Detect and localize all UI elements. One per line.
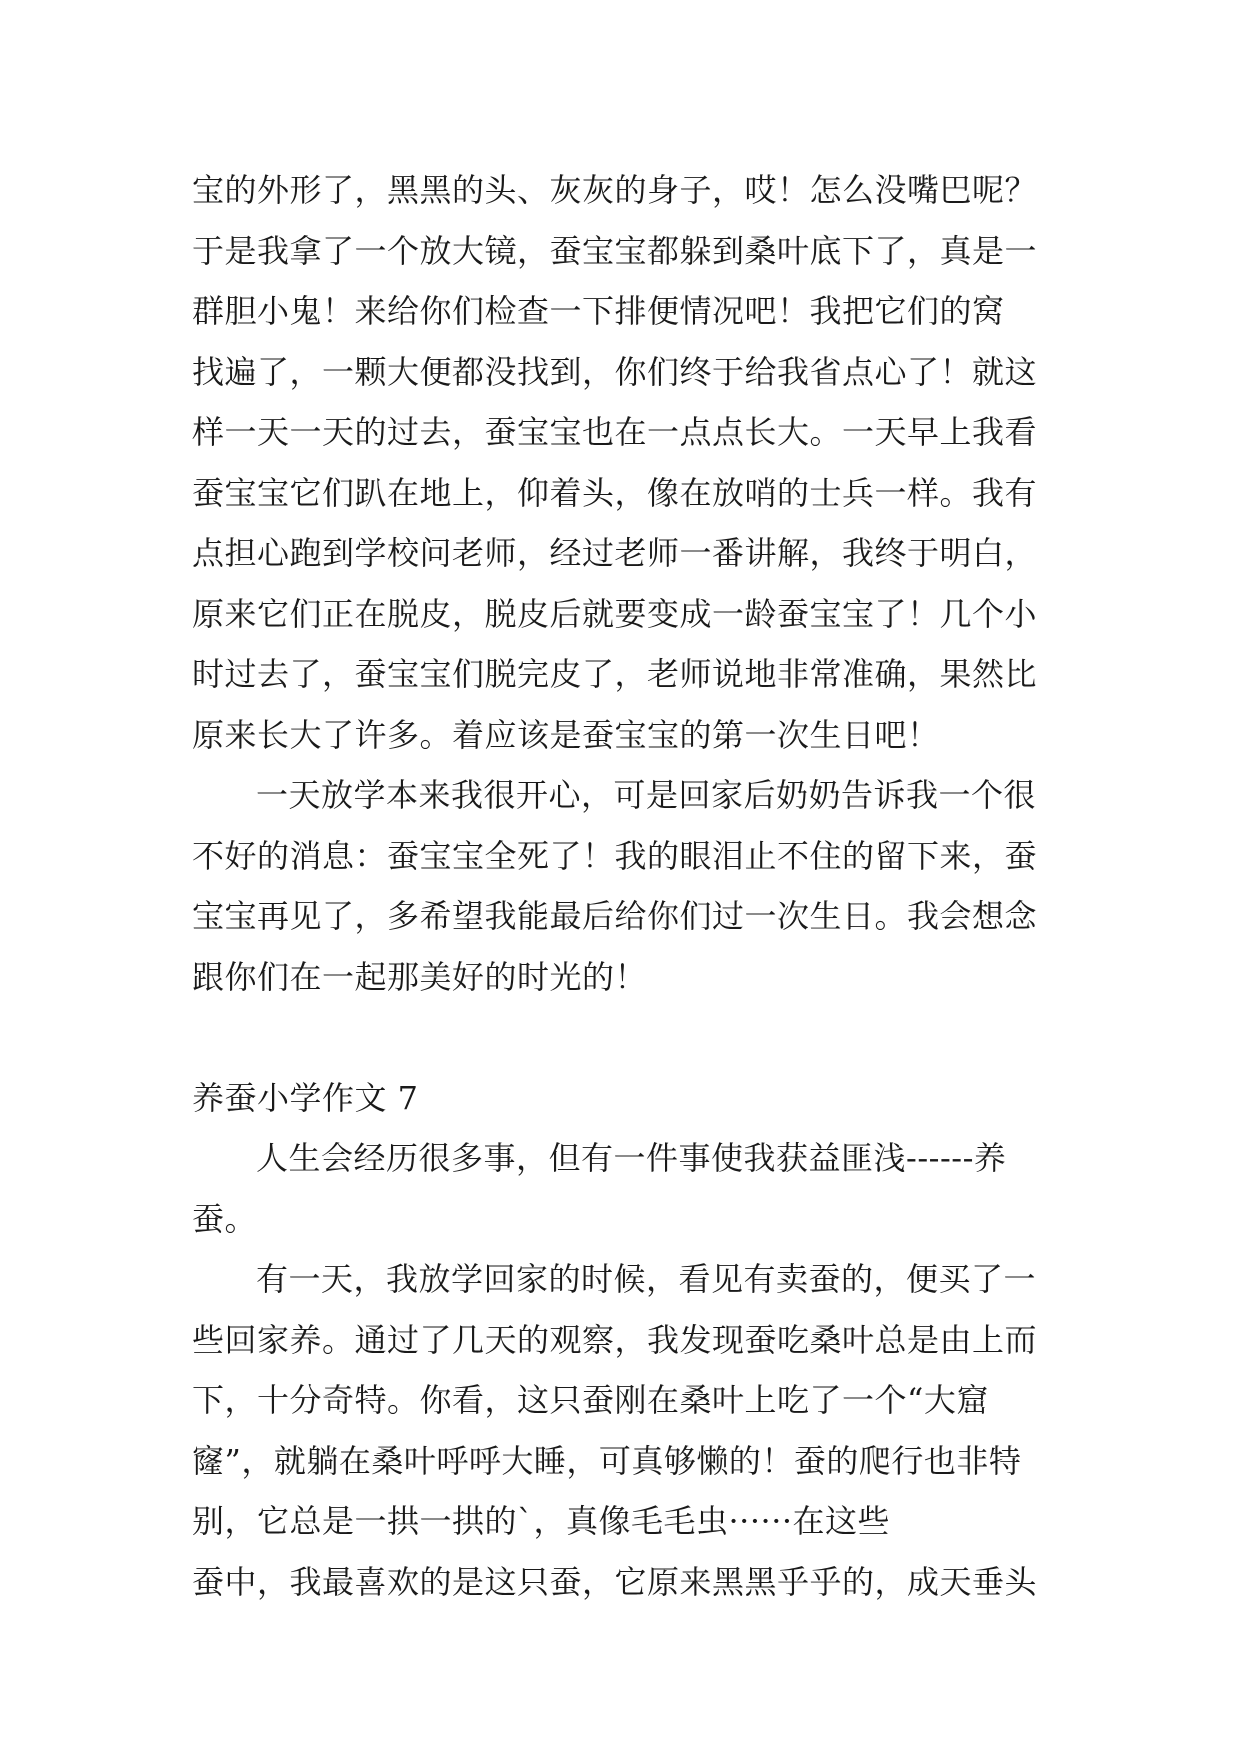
text-line: 窿”，就躺在桑叶呼呼大睡，可真够懒的！蚕的爬行也非特 <box>192 1441 1022 1480</box>
section-title: 养蚕小学作文 7 <box>192 1078 419 1117</box>
text-line: 蚕中，我最喜欢的是这只蚕，它原来黑黑乎乎的，成天垂头 <box>192 1562 1038 1601</box>
text-line: 样一天一天的过去，蚕宝宝也在一点点长大。一天早上我看 <box>192 413 1038 451</box>
text-line: 一天放学本来我很开心，可是回家后奶奶告诉我一个很 <box>256 776 1037 814</box>
text-line: 别，它总是一拱一拱的`，真像毛毛虫······在这些 <box>192 1502 891 1540</box>
text-line: 时过去了，蚕宝宝们脱完皮了，老师说地非常准确，果然比 <box>192 655 1038 693</box>
text-line: 原来长大了许多。着应该是蚕宝宝的第一次生日吧！ <box>192 715 940 754</box>
text-line: 有一天，我放学回家的时候，看见有卖蚕的，便买了一 <box>256 1260 1037 1298</box>
paragraph-1 <box>192 160 1052 765</box>
text-line: 下，十分奇特。你看，这只蚕刚在桑叶上吃了一个“大窟 <box>192 1381 989 1419</box>
paragraph-2 <box>192 765 1052 1007</box>
text-line: 宝宝再见了，多希望我能最后给你们过一次生日。我会想念 <box>192 897 1038 935</box>
text-line: 人生会经历很多事，但有一件事使我获益匪浅------养 <box>256 1139 1007 1177</box>
text-line: 点担心跑到学校问老师，经过老师一番讲解，我终于明白， <box>192 534 1038 572</box>
paragraph-4 <box>192 1249 1052 1612</box>
text-line: 于是我拿了一个放大镜，蚕宝宝都躲到桑叶底下了，真是一 <box>192 231 1038 270</box>
text-line: 群胆小鬼！来给你们检查一下排便情况吧！我把它们的窝 <box>192 292 1005 330</box>
text-line: 找遍了，一颗大便都没找到，你们终于给我省点心了！就这 <box>192 352 1038 391</box>
text-line: 蚕宝宝它们趴在地上，仰着头，像在放哨的士兵一样。我有 <box>192 473 1038 512</box>
blank-line <box>192 1007 1052 1068</box>
document-body <box>192 160 1052 1612</box>
text-line: 跟你们在一起那美好的时光的！ <box>192 957 648 996</box>
text-line: 些回家养。通过了几天的观察，我发现蚕吃桑叶总是由上而 <box>192 1320 1038 1359</box>
text-line: 原来它们正在脱皮，脱皮后就要变成一龄蚕宝宝了！几个小 <box>192 594 1038 633</box>
text-line: 蚕。 <box>192 1199 258 1238</box>
text-line: 宝的外形了，黑黑的头、灰灰的身子，哎！怎么没嘴巴呢？ <box>192 171 1038 209</box>
text-line: 不好的消息：蚕宝宝全死了！我的眼泪止不住的留下来，蚕 <box>192 836 1038 875</box>
paragraph-3 <box>192 1128 1052 1249</box>
